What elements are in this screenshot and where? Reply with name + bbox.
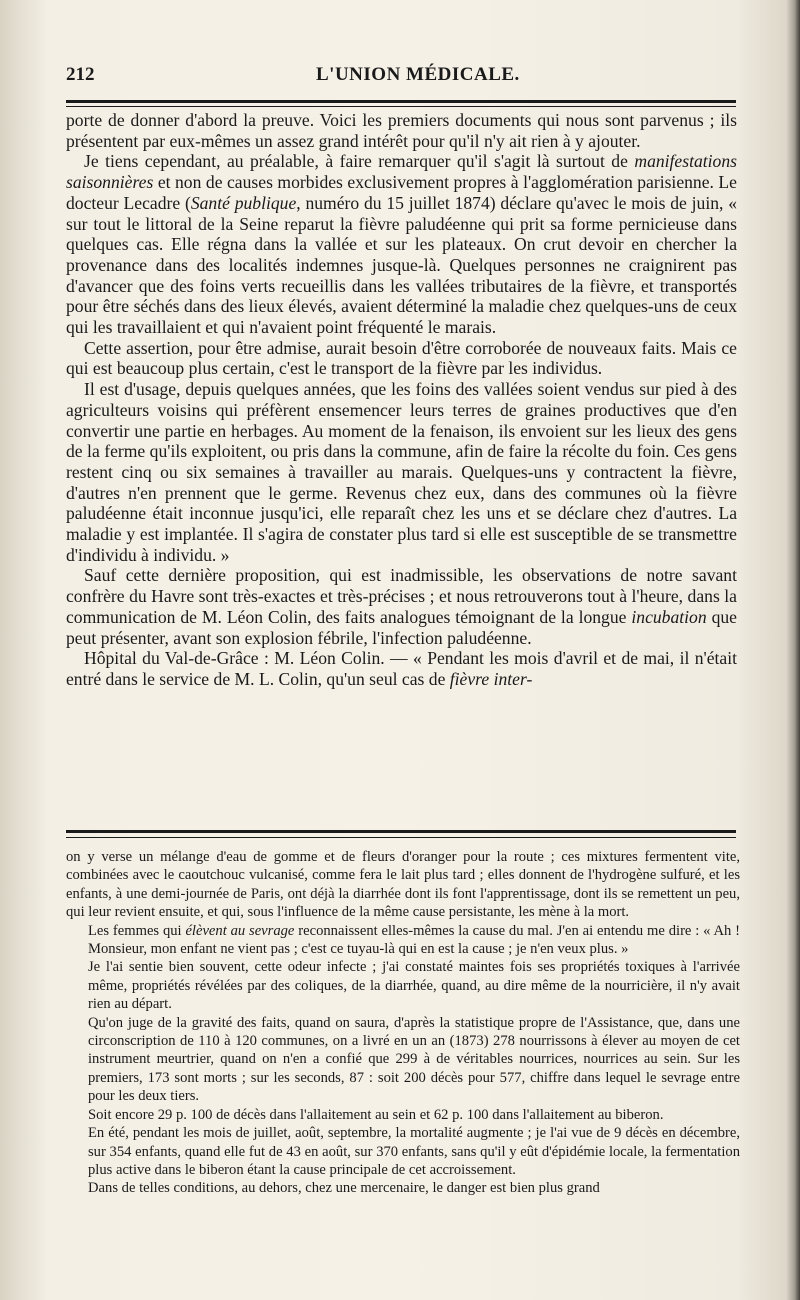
- note-paragraph-4: Qu'on juge de la gravité des faits, quand on saura, d'après la statistique propre de l'Assistance, que, dans une circonscription de 110 à 120 communes, on a livré en un an (1873) 278 nourrissons à élever au moyen de cet instrument meurtrier, quand on n'en a confié que 299 à de véritables nourrices, nourrices au sein. Sur les premiers, 173 sont morts ; sur les seconds, 87 : soit 200 décès pour 577, chiffre dans lequel le sevrage entre pour les deux tiers.: [88, 1014, 740, 1105]
- italic-word: incubation: [631, 606, 707, 627]
- paragraph-2: Je tiens cependant, au préalable, à faire remarquer qu'il s'agit là surtout de manifestations saisonnières et non de causes morbides exclusivement propres à l'agglomération parisienne. Le docteur Lecadre (Santé publique, numéro du 15 juillet 1874) déclare qu'avec le mois de juin, « sur tout le littoral de la Seine reparut la fièvre paludéenne qui prit sa forme pernicieuse dans quelques cas. Elle régna dans la vallée et sur les plateaux. On crut devoir en chercher la provenance dans des localités indemnes jusque-là. Quelques personnes ne craignirent pas d'avancer que des foins verts recueillis dans les vallées tributaires de la fièvre, et transportés pour être séchés dans des lieux élevés, avaient déterminé la maladie chez quelques-uns de ceux qui les travaillaient et qui n'avaient point fréquenté le marais.: [66, 151, 737, 338]
- note-paragraph-3: Je l'ai sentie bien souvent, cette odeur infecte ; j'ai constaté maintes fois ses propriétés toxiques à l'arrivée même, propriétés révélées par des coliques, de la diarrhée, quand, au dire même de la nourricière, il n'y avait rien au départ.: [88, 959, 740, 1013]
- footnote-text: [66, 848, 740, 1198]
- page-edge-shadow: [786, 0, 800, 1300]
- italic-phrase: élèvent au sevrage: [185, 922, 295, 939]
- paragraph-4: Il est d'usage, depuis quelques années, que les foins des vallées soient vendus sur pied à des agriculteurs voisins qui préfèrent ensemencer leurs terres de graines productives que d'en convertir une partie en herbages. Au moment de la fenaison, ils envoient sur les lieux des gens de la ferme qu'ils exploitent, ou pris dans la commune, afin de faire la récolte du foin. Ces gens restent cinq ou six semaines à travailler au marais. Quelques-uns y contractent la fièvre, d'autres n'en prennent que le germe. Revenus chez eux, dans des communes où la fièvre paludéenne était inconnue jusqu'ici, elle reparaît chez les uns et se déclare chez d'autres. La maladie y est implantée. Il s'agira de constater plus tard si elle est susceptible de se transmettre d'individu à individu. »: [66, 379, 737, 565]
- header-rule: [66, 100, 736, 103]
- note-paragraph-1: on y verse un mélange d'eau de gomme et de fleurs d'oranger pour la route ; ces mixtures fermentent vite, combinées avec le caoutchouc vulcanisé, comme fera le lait plus tard ; elles donnent de l'hydrogène sulfuré, et les enfants, à une demi-journée de Paris, ont déjà la diarrhée dont ils font l'apprentissage, dont ils se remettent un peu, qui leur revient ensuite, et qui, sous l'influence de la même cause persistante, les mène à la mort.: [66, 849, 740, 921]
- italic-word: fièvre inter-: [449, 668, 533, 689]
- footnote-rule-thin: [66, 837, 736, 838]
- italic-citation: Santé publique: [190, 192, 297, 213]
- paragraph-5: Sauf cette dernière proposition, qui est inadmissible, les observations de notre savant confrère du Havre sont très-exactes et très-précises ; et nous retrouverons tout à l'heure, dans la communication de M. Léon Colin, des faits analogues témoignant de la longue incubation que peut présenter, avant son explosion fébrile, l'infection paludéenne.: [66, 565, 737, 648]
- note-paragraph-6: En été, pendant les mois de juillet, août, septembre, la mortalité augmente ; je l'ai vue de 9 décès en décembre, sur 354 enfants, quand elle fut de 43 en août, sur 370 enfants, sans qu'il y eût d'épidémie locale, la fermentation plus active dans le biberon étant la cause principale de cet accroissement.: [88, 1125, 740, 1178]
- footnote-rule: [66, 830, 736, 833]
- note-paragraph-2: Les femmes qui élèvent au sevrage reconnaissent elles-mêmes la cause du mal. J'en ai entendu me dire : « Ah ! Monsieur, mon enfant ne vient pas ; c'est ce tuyau-là qui en est la cause ; je n'en veux plus. »: [88, 922, 740, 958]
- note-paragraph-7: Dans de telles conditions, au dehors, chez une mercenaire, le danger est bien plus grand: [88, 1180, 600, 1197]
- page-header: [66, 64, 736, 92]
- note-paragraph-5: Soit encore 29 p. 100 de décès dans l'allaitement au sein et 62 p. 100 dans l'allaitement au biberon.: [88, 1106, 664, 1123]
- paragraph-6: Hôpital du Val-de-Grâce : M. Léon Colin. — « Pendant les mois d'avril et de mai, il n'était entré dans le service de M. L. Colin, qu'un seul cas de fièvre inter-: [66, 648, 737, 689]
- italic-phrase: manifestations saisonnières: [66, 151, 737, 193]
- main-body-text: [66, 110, 737, 690]
- paragraph-3: Cette assertion, pour être admise, aurait besoin d'être corroborée de nouveaux faits. Mais ce qui est beaucoup plus certain, c'est le transport de la fièvre par les individus.: [66, 337, 737, 379]
- page-number: 212: [66, 64, 95, 85]
- header-rule-thin: [66, 106, 736, 107]
- paragraph-1: porte de donner d'abord la preuve. Voici les premiers documents qui nous sont parvenus ; ils présentent par eux-mêmes un assez grand intérêt pour qu'il n'y ait rien à y ajouter.: [66, 110, 737, 151]
- running-title: L'UNION MÉDICALE.: [316, 64, 520, 85]
